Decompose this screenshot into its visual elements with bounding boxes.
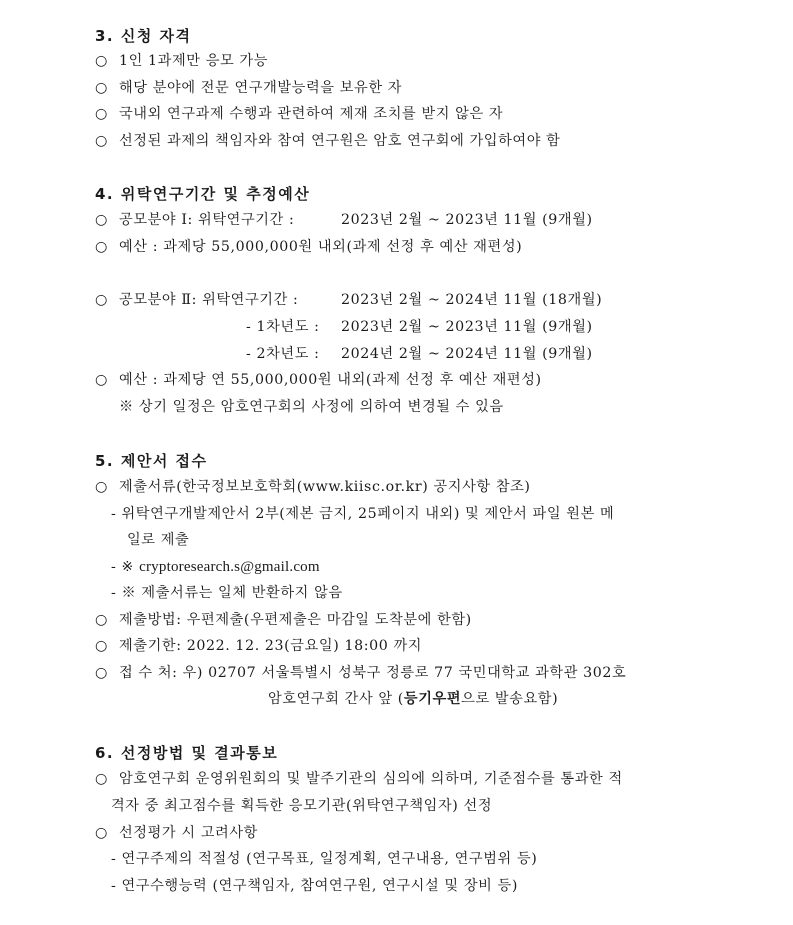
docs-sub-item: - ※ 제출서류는 일체 반환하지 않음 bbox=[111, 585, 343, 601]
year-2-label: - 2차년도 : bbox=[246, 346, 320, 362]
submission-email[interactable]: cryptoresearch.s@gmail.com bbox=[139, 559, 320, 575]
list-item: ○ 선정된 과제의 책임자와 참여 연구원은 암호 연구회에 가입하여야 함 bbox=[95, 133, 561, 149]
list-item: ○ 해당 분야에 전문 연구개발능력을 보유한 자 bbox=[95, 80, 403, 96]
submission-docs: 제출서류(한국정보보호학회(www.kiisc.or.kr) 공지사항 참조) bbox=[119, 479, 531, 495]
year-1-period: 2023년 2월 ~ 2023년 11월 (9개월) bbox=[341, 319, 593, 335]
bullet-icon: ○ bbox=[95, 825, 108, 841]
bullet-icon: ○ bbox=[95, 133, 108, 149]
bullet-icon: ○ bbox=[95, 212, 108, 228]
field-2-period-label: 공모분야 Ⅱ: 위탁연구기간 : bbox=[119, 292, 299, 308]
list-item bbox=[95, 238, 522, 256]
bullet-icon: ○ bbox=[95, 771, 108, 787]
bullet-icon: ○ bbox=[95, 665, 108, 681]
section-3-title: 3. 신청 자격 bbox=[95, 27, 192, 45]
registered-mail: 등기우편 bbox=[403, 691, 462, 707]
field-1-budget: 예산 : 과제당 55,000,000원 내외(과제 선정 후 예산 재편성) bbox=[119, 239, 523, 255]
schedule-note: ※ 상기 일정은 암호연구회의 사정에 의하여 변경될 수 있음 bbox=[119, 399, 504, 415]
list-item bbox=[95, 291, 298, 309]
bullet-icon: ○ bbox=[95, 372, 108, 388]
bullet-icon: ○ bbox=[95, 239, 108, 255]
bullet-icon: ○ bbox=[95, 638, 108, 654]
submission-deadline: 제출기한: 2022. 12. 23(금요일) 18:00 까지 bbox=[119, 638, 423, 654]
submission-address: 접 수 처: 우) 02707 서울특별시 성북구 정릉로 77 국민대학교 과학관 302호 bbox=[119, 665, 627, 681]
section-5-title: 5. 제안서 접수 bbox=[95, 452, 208, 470]
address-recipient: 암호연구회 간사 앞 (등기우편으로 발송요함) bbox=[268, 691, 559, 707]
evaluation-criteria: 선정평가 시 고려사항 bbox=[119, 825, 258, 841]
list-item bbox=[95, 478, 531, 496]
list-item bbox=[95, 211, 294, 229]
bullet-icon: ○ bbox=[95, 479, 108, 495]
criteria-sub-item: - 연구주제의 적절성 (연구목표, 일정계획, 연구내용, 연구범위 등) bbox=[111, 851, 538, 867]
section-4-title: 4. 위탁연구기간 및 추정예산 bbox=[95, 185, 311, 203]
field-1-period: 2023년 2월 ~ 2023년 11월 (9개월) bbox=[341, 212, 593, 228]
list-item bbox=[95, 824, 258, 842]
field-2-budget: 예산 : 과제당 연 55,000,000원 내외(과제 선정 후 예산 재편성) bbox=[119, 372, 542, 388]
year-1-label: - 1차년도 : bbox=[246, 319, 320, 335]
field-2-period: 2023년 2월 ~ 2024년 11월 (18개월) bbox=[341, 292, 603, 308]
field-1-period-label: 공모분야 Ⅰ: 위탁연구기간 : bbox=[119, 212, 295, 228]
bullet-icon: ○ bbox=[95, 80, 108, 96]
criteria-sub-item: - 연구수행능력 (연구책임자, 참여연구원, 연구시설 및 장비 등) bbox=[111, 878, 518, 894]
list-item bbox=[95, 371, 542, 389]
list-item bbox=[95, 770, 623, 788]
bullet-icon: ○ bbox=[95, 292, 108, 308]
email-line bbox=[111, 558, 320, 576]
bullet-icon: ○ bbox=[95, 106, 108, 122]
section-6-title: 6. 선정방법 및 결과통보 bbox=[95, 744, 279, 762]
bullet-icon: ○ bbox=[95, 612, 108, 628]
list-item: ○ 국내외 연구과제 수행과 관련하여 제재 조치를 받지 않은 자 bbox=[95, 106, 504, 122]
note-mark: - ※ bbox=[111, 559, 134, 575]
submission-method: 제출방법: 우편제출(우편제출은 마감일 도착분에 한함) bbox=[119, 612, 472, 628]
year-2-period: 2024년 2월 ~ 2024년 11월 (9개월) bbox=[341, 346, 593, 362]
selection-method-cont: 격자 중 최고점수를 획득한 응모기관(위탁연구책임자) 선정 bbox=[111, 798, 493, 814]
docs-sub-item-cont: 일로 제출 bbox=[127, 532, 190, 548]
docs-sub-item: - 위탁연구개발제안서 2부(제본 금지, 25페이지 내외) 및 제안서 파일 원본 메 bbox=[111, 506, 615, 522]
list-item bbox=[95, 637, 422, 655]
bullet-icon: ○ bbox=[95, 53, 108, 69]
list-item bbox=[95, 611, 472, 629]
selection-method: 암호연구회 운영위원회의 및 발주기관의 심의에 의하며, 기준점수를 통과한 적 bbox=[119, 771, 623, 787]
list-item bbox=[95, 664, 626, 682]
list-item: ○ 1인 1과제만 응모 가능 bbox=[95, 53, 269, 69]
